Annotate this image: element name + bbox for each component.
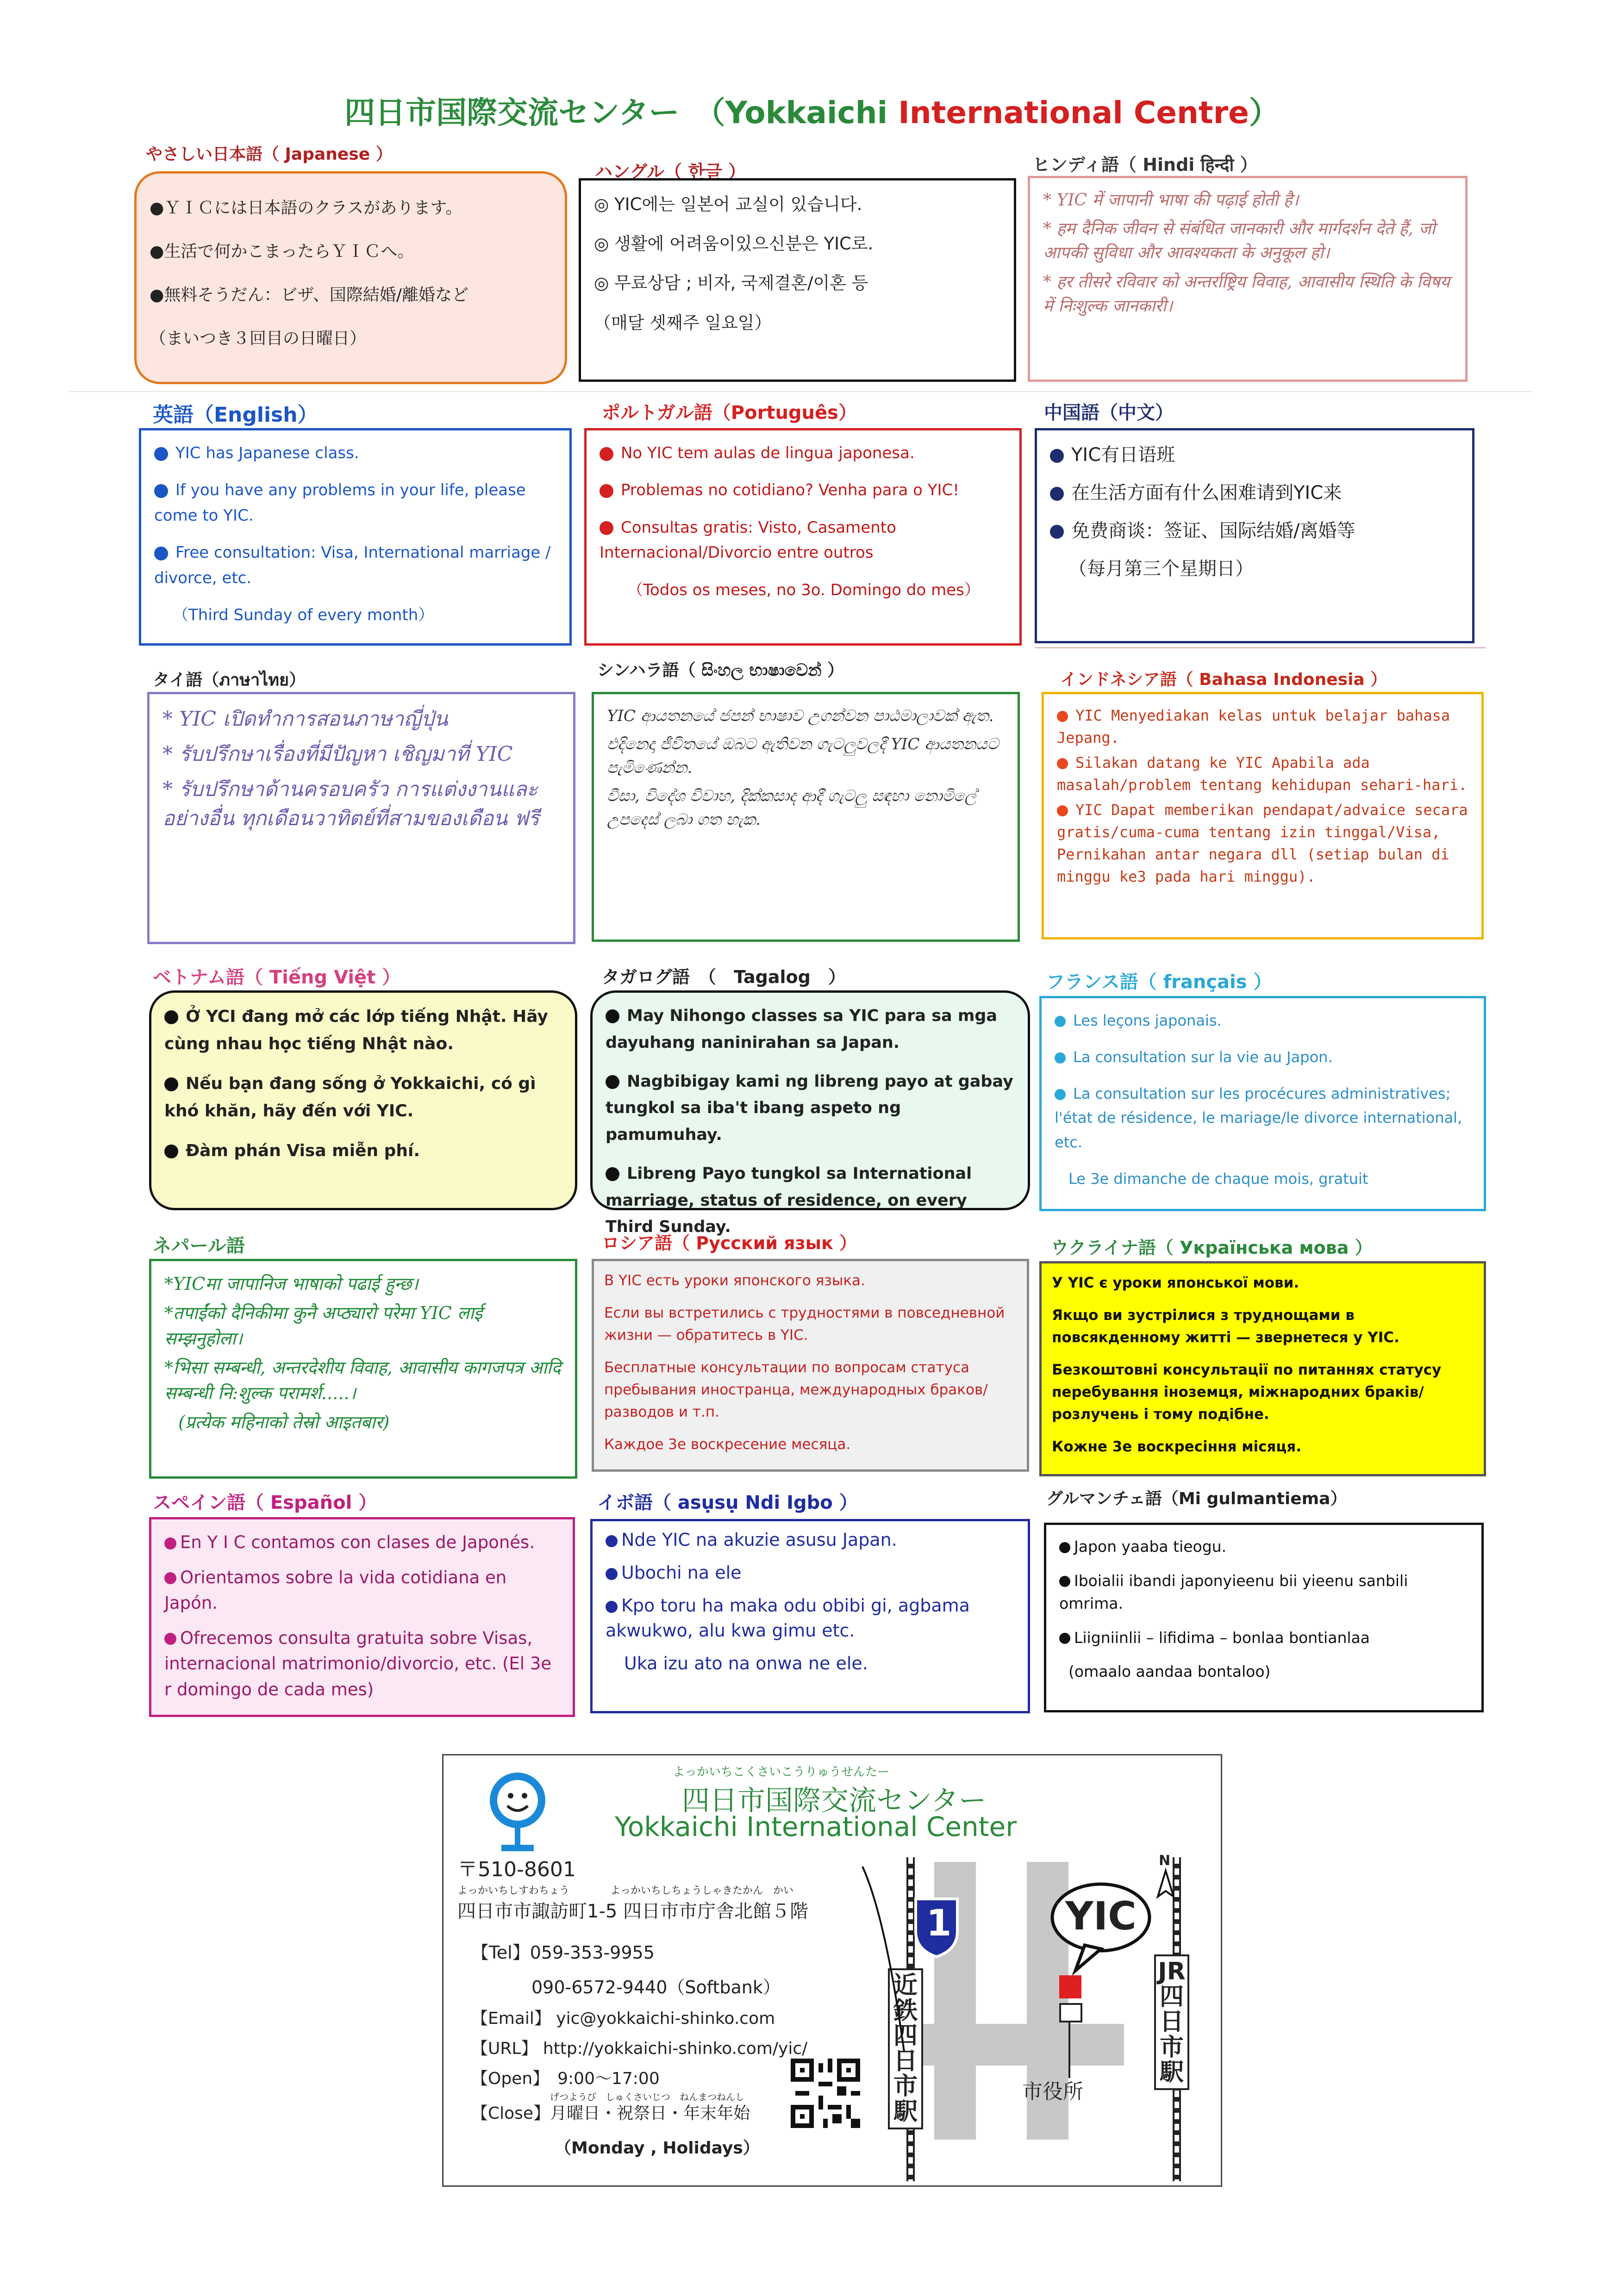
yic-label: YIC <box>1065 1893 1137 1939</box>
center-name-en: Yokkaichi International Center <box>615 1811 1017 1842</box>
chinese-header: 中国語（中文） <box>1044 402 1174 423</box>
title-jp: 四日市国際交流センター <box>344 95 680 131</box>
gurmanche-header: グルマンチェ語（Mi gulmantiema） <box>1046 1489 1347 1508</box>
sinhala-box: YIC ආයතනයේ ජපන් භාෂාව උගන්වන පාඨමාලාවක් ඇත. එදිනෙදා ජීවිතයේ ඔබට ඇතිවන ගැටලුවලදී YIC ආයතනයට පැමිණෙන්න. වීසා, විදේශ විවාහ, දික්කසාද ආදී ගැටලු සඳහා නොමිලේ උපදෙස් ලබා ගත හැක. <box>592 692 1020 942</box>
qr-code-icon[interactable] <box>791 2059 860 2128</box>
email-link[interactable]: 【Email】 yic@yokkaichi-shinko.com <box>471 2009 775 2028</box>
nepali-box: *YICमा जापानिज भाषाको पढाई हुन्छ। *तपाईंको दैनिकीमा कुनै अप्ठ्यारो परेमा YIC लाई सम्झनुहोला। *भिसा सम्बन्धी, अन्तरदेशीय विवाह, आवासीय कागजपत्र आदि सम्बन्धी नि:शुल्क परामर्श.....। (प्रत्येक महिनाको तेस्रो आइतबार) <box>149 1259 577 1479</box>
kintetsu-station-label: 近鉄四日市駅 <box>888 1968 923 2129</box>
url-link[interactable]: 【URL】 http://yokkaichi-shinko.com/yic/ <box>471 2039 808 2058</box>
indonesian-header: インドネシア語（ Bahasa Indonesia ） <box>1060 670 1387 689</box>
route-number: 1 <box>926 1903 952 1944</box>
yic-building-marker <box>1059 1975 1081 1998</box>
bullet-icon <box>1059 1576 1070 1587</box>
north-label: N <box>1159 1853 1171 1869</box>
center-name-ruby: よっかいちこくさいこうりゅうせんたー <box>673 1765 890 1779</box>
tagalog-box: May Nihongo classes sa YIC para sa mga dayuhang naninirahan sa Japan. Nagbibigay kami ng libreng payo at gabay tungkol sa iba't ibang aspeto ng pamumuhay. Libreng Payo tungkol sa International marriage, status of residence, on every Third Sunday. <box>590 990 1030 1210</box>
bullet-icon <box>1057 758 1068 769</box>
address-ruby: よっかいちしすわちょう よっかいちしちょうしゃきたかん かい <box>457 1885 794 1897</box>
bullet-icon <box>164 1537 176 1549</box>
bullet-icon <box>1055 1089 1066 1100</box>
pointer-line <box>858 1862 913 2056</box>
tagalog-header: タガログ語 （ Tagalog ） <box>602 967 846 987</box>
hindi-header: ヒンディ語（ Hindi हिन्दी ） <box>1032 155 1258 175</box>
bullet-icon <box>164 1633 176 1645</box>
page-title: 四日市国際交流センター （Yokkaichi International Centre） <box>344 95 1280 131</box>
close-ruby: げつようび しゅくさいじつ ねんまつねんし <box>550 2091 744 2103</box>
bullet-icon <box>606 1075 619 1089</box>
center-info-card <box>442 1754 1222 2187</box>
yic-logo-icon <box>481 1767 555 1860</box>
nepali-header: ネパール語 <box>153 1235 245 1257</box>
portuguese-header: ポルトガル語（Português） <box>602 402 857 423</box>
igbo-box: Nde YIC na akuzie asusu Japan. Ubochi na ele Kpo toru ha maka odu obibi gi, agbama akwukwo, alu kwa gimu etc. Uka izu ato na onwa ne ele. <box>590 1519 1030 1713</box>
north-arrow-icon <box>1154 1869 1177 1901</box>
spanish-header: スペイン語（ Español ） <box>153 1492 377 1513</box>
russian-box: В YIC есть уроки японского языка. Если вы встретились с трудностями в повседневной жизни — обратитесь в YIC. Бесплатные консультации по вопросам статуса пребывания иностранца, международных браков/разводов и т.п. Каждое 3е воскресение месяца. <box>592 1259 1029 1472</box>
tel-softbank: 090-6572-9440（Softbank） <box>531 1977 781 1997</box>
russian-header: ロシア語（ Русский язык ） <box>602 1233 857 1253</box>
bullet-icon <box>606 1009 619 1023</box>
bullet-icon <box>1050 525 1064 539</box>
sinhala-header: シンハラ語（ සිංහල භාෂාවෙන් ） <box>597 661 844 680</box>
bullet-icon <box>600 521 613 535</box>
chinese-box: YIC有日语班 在生活方面有什么困难请到YIC来 免费商谈：签证、国际结婚/离婚等 （每月第三个星期日） <box>1035 428 1474 643</box>
address: 四日市市諏訪町1-5 四日市市庁舎北館５階 <box>457 1901 809 1922</box>
title-yokkaichi: Yokkaichi <box>725 95 888 131</box>
closed-days: 【Close】月曜日・祝祭日・年末年始 <box>471 2104 750 2123</box>
postal-code: 〒510-8601 <box>457 1858 576 1881</box>
tel: 【Tel】059-353-9955 <box>471 1942 655 1963</box>
ukrainian-header: ウクライナ語（ Українська мова ） <box>1051 1238 1373 1258</box>
bullet-icon <box>1055 1052 1066 1064</box>
bullet-icon <box>154 447 168 461</box>
japanese-box: ●ＹＩＣには日本語のクラスがあります。 ●生活で何かこまったらＹＩＣへ。 ●無料そうだん：ビザ、国際結婚/離婚など （まいつき３回目の日曜日） <box>134 171 567 384</box>
center-name-jp: 四日市国際交流センター <box>682 1785 987 1817</box>
bullet-icon <box>164 1010 178 1024</box>
divider <box>69 391 1532 392</box>
english-header: 英語（English） <box>153 403 318 427</box>
gurmanche-box: Japon yaaba tieogu. Iboialii ibandi japonyieenu bii yieenu sanbili omrima. Liigniinlii – lifidima – bonlaa bontianlaa (omaalo aandaa bontaloo) <box>1044 1523 1484 1712</box>
thai-box: * YIC เปิดทำการสอนภาษาญี่ปุ่น * รับปรึกษาเรื่องที่มีปัญหา เชิญมาที่ YIC * รับปรึกษาด้านครอบครัว การแต่งงานและอย่างอื่น ทุกเดือนวาทิตย์ที่สามของเดือน ฟรี <box>147 692 575 944</box>
cityhall-building <box>1059 2003 1082 2022</box>
title-international: International <box>898 95 1123 131</box>
english-box: YIC has Japanese class. If you have any problems in your life, please come to YIC. Free consultation: Visa, International marriage / divorce, etc. （Third Sunday of every month） <box>139 428 572 646</box>
bullet-icon <box>164 1145 178 1158</box>
french-box: Les leçons japonais. La consultation sur la vie au Japon. La consultation sur les procécures administratives; l'état de résidence, le mariage/le divorce international, etc. Le 3e dimanche de chaque mois, gratuit <box>1039 996 1486 1211</box>
igbo-header: イボ語（ asụsụ Ndi Igbo ） <box>597 1492 858 1513</box>
bullet-icon <box>600 484 613 498</box>
bullet-icon <box>606 1535 618 1547</box>
closed-days-en: （Monday , Holidays） <box>555 2139 760 2158</box>
thai-header: タイ語（ภาษาไทย） <box>153 671 306 690</box>
bullet-icon <box>164 1077 178 1091</box>
vietnamese-header: ベトナム語（ Tiếng Việt ） <box>153 967 401 988</box>
ukrainian-box: У YIC є уроки японської мови. Якщо ви зустрілися з труднощами в повсякденному житті — звернетеся у YIC. Безкоштовні консультації по питаннях статусу перебування іноземця, міжнародних браків/розлучень і тому подібне. Кожне 3е воскресіння місяця. <box>1039 1261 1486 1476</box>
bullet-icon <box>600 447 613 461</box>
bullet-icon <box>154 547 168 560</box>
cityhall-pointer <box>1068 2022 1070 2078</box>
indonesian-box: YIC Menyediakan kelas untuk belajar bahasa Jepang. Silakan datang ke YIC Apabila ada masalah/problem tentang kehidupan sehari-hari. YIC Dapat memberikan pendapat/advaice secara gratis/cuma-cuma tentang izin tinggal/Visa, Pernikahan antar negara dll (setiap bulan di minggu ke3 pada hari minggu). <box>1042 692 1484 940</box>
korean-header: ハングル（ 한글 ） <box>595 162 746 182</box>
french-header: フランス語（ français ） <box>1046 971 1272 993</box>
bullet-icon <box>1055 1016 1066 1027</box>
vietnamese-box: Ở YCI đang mở các lớp tiếng Nhật. Hãy cùng nhau học tiếng Nhật nào. Nếu bạn đang sống ở Yokkaichi, có gì khó khăn, hãy đến với YIC. Đàm phán Visa miễn phí. <box>149 990 577 1210</box>
bullet-icon <box>164 1572 176 1584</box>
spanish-box: En Y I C contamos con clases de Japonés. Orientamos sobre la vida cotidiana en Japón. Ofrecemos consulta gratuita sobre Visas, internacional matrimonio/divorcio, etc. (El 3e r domingo de cada mes) <box>149 1517 575 1717</box>
bullet-icon <box>154 484 168 498</box>
road <box>906 2024 1124 2066</box>
japanese-header: やさしい日本語（ Japanese ） <box>146 145 393 164</box>
bullet-icon <box>1057 711 1068 722</box>
divider <box>1035 647 1486 648</box>
jr-station-label: JR四日市駅 <box>1154 1954 1189 2090</box>
title-centre: Centre <box>1133 95 1249 131</box>
open-hours: 【Open】 9:00～17:00 <box>471 2069 660 2088</box>
bullet-icon <box>1050 487 1064 501</box>
bullet-icon <box>606 1601 618 1613</box>
bullet-icon <box>606 1167 619 1181</box>
portuguese-box: No YIC tem aulas de lingua japonesa. Problemas no cotidiano? Venha para o YIC! Consultas gratis: Visto, Casamento Internacional/Divorcio entre outros （Todos os meses, no 3o. Domingo do mes） <box>584 428 1022 646</box>
bullet-icon <box>1057 805 1068 816</box>
bullet-icon <box>606 1568 618 1580</box>
cityhall-label: 市役所 <box>1022 2080 1083 2103</box>
bullet-icon <box>1059 1633 1070 1644</box>
bullet-icon <box>1059 1542 1070 1553</box>
korean-box: ◎ YIC에는 일본어 교실이 있습니다. ◎ 생활에 어려움이있으신분은 YIC로. ◎ 무료상담 ; 비자, 국제결혼/이혼 등 （매달 셋째주 일요일） <box>579 178 1016 382</box>
bullet-icon <box>1050 449 1064 463</box>
hindi-box: * YIC में जापानी भाषा की पढ़ाई होती है। * हम दैनिक जीवन से संबंधित जानकारी और मार्गदर्शन देते हैं, जो आपकी सुविधा और आवश्यकता के अनुकूल हो। * हर तीसरे रविवार को अन्तर्राष्ट्रिय विवाह, आवासीय स्थिति के विषय में निःशुल्क जानकारी। <box>1028 176 1468 382</box>
